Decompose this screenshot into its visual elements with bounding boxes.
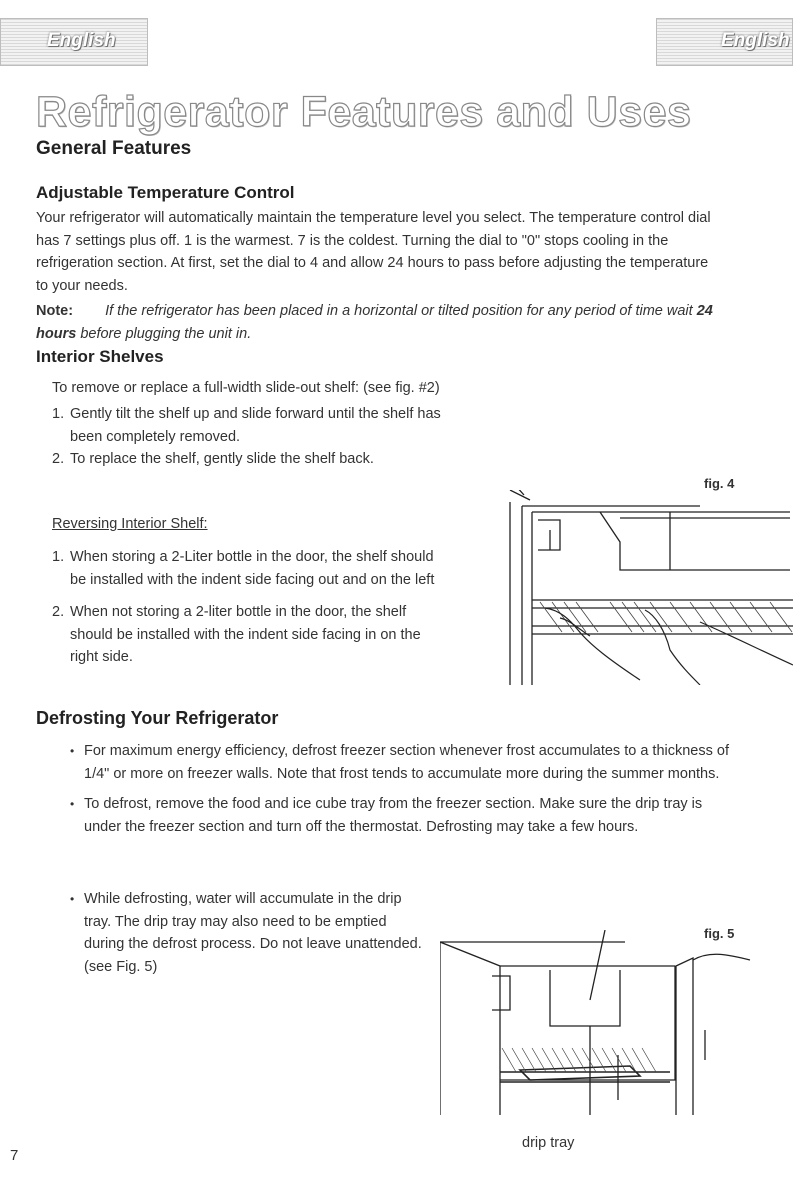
language-tab-right (656, 18, 793, 66)
subsection-heading: Defrosting Your Refrigerator (36, 708, 279, 728)
paragraph: Your refrigerator will automatically maintain the temperature level you select. The temperature control dial has 7 settings plus off. 1 is the warmest. 7 is the coldest. Turning the dial to "0" stops cooling in the refrigeration section. At first, set the dial to 4 and allow 24 hours to pass before adjusting the temperature to your needs. (36, 210, 711, 294)
ordered-list (52, 403, 452, 471)
shelf-illustration (500, 490, 793, 685)
bullet-list (70, 740, 730, 846)
figure-label: fig. 4 (704, 476, 735, 491)
list-item: • To defrost, remove the food and ice cube tray from the freezer section. Make sure the drip tray is under the freezer section and turn off the thermostat. Defrosting may take a few hours. (70, 793, 730, 838)
note-label: Note: (36, 303, 74, 319)
paragraph: To remove or replace a full-width slide-out shelf: (see fig. #2) (52, 380, 440, 396)
subsection-heading: Adjustable Temperature Control (36, 183, 295, 202)
bullet-list (70, 888, 428, 986)
subheading: Reversing Interior Shelf: (52, 516, 208, 532)
drip-tray-illustration (440, 930, 793, 1115)
page-title: Refrigerator Features and Uses (36, 88, 692, 136)
language-tab-left (0, 18, 148, 66)
page-number: 7 (10, 1147, 19, 1164)
list-item: • While defrosting, water will accumulate in the drip tray. The drip tray may also need to be emptied during the defrost process. Do not leave unattended. (see Fig. 5) (70, 888, 428, 978)
figure-label: fig. 5 (704, 926, 735, 941)
list-item: 1. Gently tilt the shelf up and slide forward until the shelf has been completely removed. (52, 406, 441, 445)
list-item: 1. When storing a 2-Liter bottle in the door, the shelf should be installed with the indent side facing out and on the left (52, 549, 435, 588)
subsection-heading: Interior Shelves (36, 347, 164, 366)
ordered-list (52, 546, 452, 669)
note-text: If the refrigerator has been placed in a horizontal or tilted position for any period of time wait 24 hours before plugging the unit in. (36, 303, 713, 342)
list-item: 2. When not storing a 2-liter bottle in the door, the shelf should be installed with the indent side facing in on the right side. (52, 604, 421, 665)
section-heading: General Features (36, 138, 192, 159)
list-item: 2. To replace the shelf, gently slide the shelf back. (52, 451, 374, 467)
figure-caption: drip tray (522, 1135, 575, 1151)
language-label: English (47, 30, 116, 51)
note (36, 300, 716, 345)
language-label: English (721, 30, 790, 51)
list-item: • For maximum energy efficiency, defrost freezer section whenever frost accumulates to a thickness of 1/4" or more on freezer walls. Note that frost tends to accumulate more during the summer months. (70, 740, 730, 785)
